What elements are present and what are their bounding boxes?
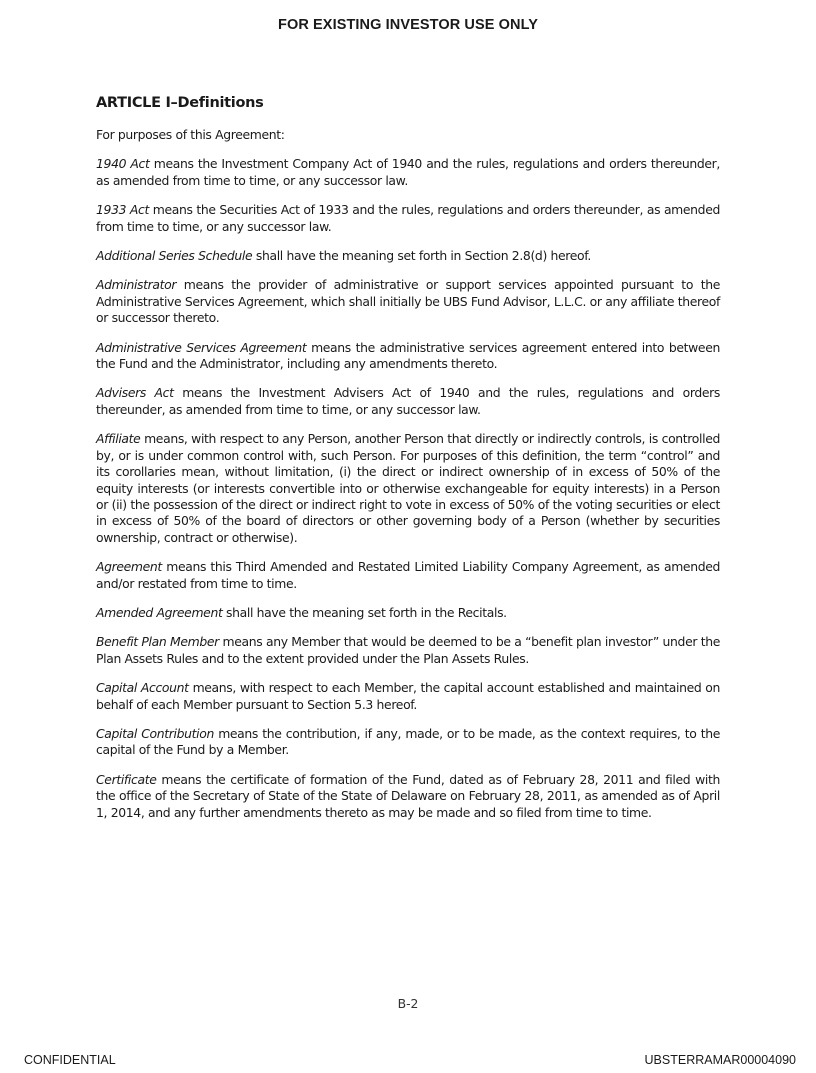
definition-term: Certificate [96,771,157,787]
definition-term: Agreement [96,559,162,575]
definition-text: shall have the meaning set forth in the Recitals. [222,604,507,620]
definition-paragraph [96,431,720,546]
definition-paragraph [96,605,720,621]
definition-text: shall have the meaning set forth in Section 2.8(d) hereof. [252,248,591,264]
definition-text: means any Member that would be deemed to be a “benefit plan investor” under the Plan Assets Rules and to the extent provided under the Plan Assets Rules. [96,634,720,666]
definition-paragraph [96,385,720,418]
definition-term: Amended Agreement [96,604,223,620]
confidential-label: CONFIDENTIAL [24,1053,116,1067]
definition-term: 1933 Act [96,202,149,218]
definition-text: means the Investment Company Act of 1940 and the rules, regulations and orders thereunder, as amended from time to time, or any successor law. [96,156,720,188]
page-number: B-2 [397,996,419,1011]
definition-text: means the certificate of formation of the Fund, dated as of February 28, 2011 and filed with the office of the Secretary of State of the State of Delaware on February 28, 2011, as amended as of April 1, 2014, and any further amendments thereto as may be made and so filed from time to time. [96,771,720,820]
definition-text: means, with respect to each Member, the capital account established and maintained on behalf of each Member pursuant to Section 5.3 hereof. [96,680,721,712]
definition-paragraph [96,680,720,713]
definition-text: means the Investment Advisers Act of 1940 and the rules, regulations and orders thereunder, as amended from time to time, or any successor law. [96,385,720,417]
definition-term: Capital Account [96,680,189,696]
definition-text: means the administrative services agreement entered into between the Fund and the Administrator, including any amendments thereto. [96,339,720,372]
definition-term: Capital Contribution [96,725,214,741]
article-title: ARTICLE I–Definitions [96,95,264,111]
investor-use-banner: FOR EXISTING INVESTOR USE ONLY [277,17,539,33]
definition-text: means the provider of administrative or support services appointed pursuant to the Administrative Services Agreement, which shall initially be UBS Fund Advisor, L.L.C. or any affiliate thereof or successor thereto. [96,277,720,326]
definition-paragraph [96,156,720,189]
definition-term: Additional Series Schedule [96,248,253,264]
definition-text: means, with respect to any Person, another Person that directly or indirectly controls, is controlled by, or is under common control with, such Person. For purposes of this definition, the term “control” and its corollaries mean, without limitation, (i) the direct or indirect ownership of in excess of 50% of the equity interests (or interests convertible into or otherwise exchangeable for equity interests) in a Person or (ii) the possession of the direct or indirect right to vote in excess of 50% of the voting securities or elect in excess of 50% of the board of directors or other governing body of a Person (whether by securities ownership, contract or otherwise). [96,431,720,545]
definition-term: Administrator [96,277,177,293]
intro-paragraph: For purposes of this Agreement: [96,127,285,142]
definition-term: 1940 Act [96,156,150,172]
definition-paragraph [96,248,720,264]
definition-text: means the Securities Act of 1933 and the rules, regulations and orders thereunder, as amended from time to time, or any successor law. [96,202,720,234]
definition-paragraph [96,559,720,592]
definition-term: Advisers Act [96,385,174,401]
document-body [96,93,720,834]
definition-term: Affiliate [96,431,141,447]
definition-paragraph [96,772,720,821]
bates-number: UBSTERRAMAR00004090 [644,1053,796,1067]
definition-paragraph [96,726,720,759]
definition-term: Benefit Plan Member [96,634,219,650]
definition-paragraph [96,340,720,373]
definition-text: means the contribution, if any, made, or to be made, as the context requires, to the capital of the Fund by a Member. [96,725,720,758]
definition-term: Administrative Services Agreement [96,339,307,355]
definition-text: means this Third Amended and Restated Limited Liability Company Agreement, as amended and/or restated from time to time. [96,559,720,591]
definitions-list [96,156,720,821]
definition-paragraph [96,634,720,667]
definition-paragraph [96,277,720,326]
definition-paragraph [96,202,720,235]
